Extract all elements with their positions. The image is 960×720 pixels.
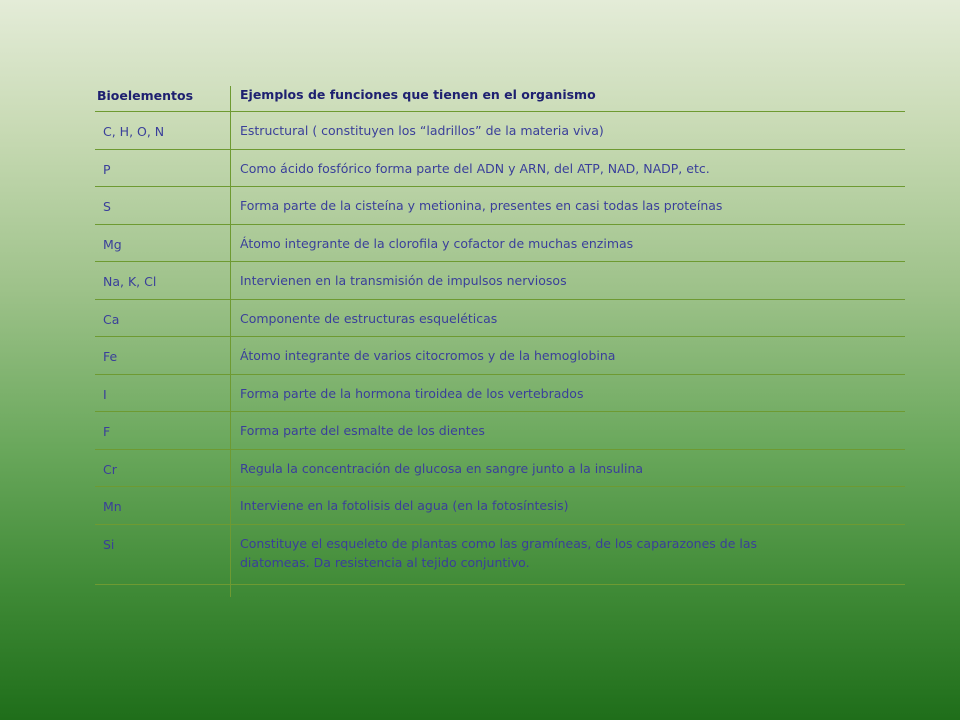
element-cell: Mg [103,236,122,252]
function-cell: Componente de estructuras esqueléticas [240,310,498,326]
table-row [95,187,905,225]
table-header-row [95,76,905,112]
function-cell: Intervienen en la transmisión de impulsos nerviosos [240,273,567,288]
table-row [95,487,905,525]
element-cell: Fe [103,349,118,364]
table-row [95,300,905,338]
element-cell: Ca [103,311,120,327]
header-bioelementos: Bioelementos [97,88,194,103]
table-row [95,225,905,263]
function-cell: Átomo integrante de la clorofila y cofactor de muchas enzimas [240,235,634,251]
header-funciones: Ejemplos de funciones que tienen en el organismo [240,87,596,102]
table-row [95,337,905,375]
table-row [95,525,905,585]
function-cell: Forma parte del esmalte de los dientes [240,423,485,438]
element-cell: I [103,386,107,402]
table-row [95,112,905,150]
function-cell: Interviene en la fotolisis del agua (en la fotosíntesis) [240,498,569,513]
element-cell: Mn [103,499,122,514]
function-cell: Forma parte de la hormona tiroidea de los vertebrados [240,385,584,401]
element-cell: Cr [103,461,117,477]
function-cell: Estructural ( constituyen los “ladrillos” de la materia viva) [240,123,604,138]
table-row [95,262,905,300]
table-row [95,450,905,488]
function-cell: Forma parte de la cisteína y metionina, presentes en casi todas las proteínas [240,198,723,213]
function-cell: Átomo integrante de varios citocromos y de la hemoglobina [240,348,616,363]
element-cell: Na, K, Cl [103,274,157,289]
function-cell: Regula la concentración de glucosa en sangre junto a la insulina [240,460,644,476]
element-cell: S [103,199,111,214]
element-cell: F [103,424,111,439]
bioelements-table [95,76,905,585]
function-cell: Constituye el esqueleto de plantas como las gramíneas, de los caparazones de las diatomeas. Da resistencia al tejido conjuntivo. [240,535,758,570]
function-cell: Como ácido fosfórico forma parte del ADN y ARN, del ATP, NAD, NADP, etc. [240,160,710,176]
table-row [95,375,905,413]
element-cell: P [103,161,111,177]
element-cell: Si [103,536,115,552]
table-row [95,412,905,450]
element-cell: C, H, O, N [103,124,165,139]
table-row [95,150,905,188]
